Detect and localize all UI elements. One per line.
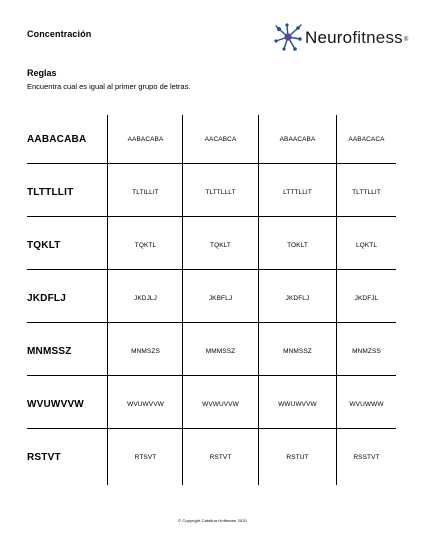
option-cell[interactable]: AABACACA [348,136,385,143]
option-cell[interactable]: ABAACABA [279,136,316,143]
neuron-icon [274,22,302,52]
target-sequence: WVUWVVW [27,399,84,410]
rules-heading: Reglas [27,68,57,78]
option-cell[interactable]: TLTILLIT [132,189,159,196]
option-cell[interactable]: AABACABA [127,136,164,143]
exercise-row [27,327,396,376]
exercise-grid [27,115,396,485]
option-cell[interactable]: LQKTL [355,242,378,249]
option-cell[interactable]: WVUWWW [349,401,384,408]
option-cell[interactable]: RSTVT [209,454,232,461]
option-cell[interactable]: WVUWVVW [127,401,164,408]
logo-text-fitness: fitness [352,27,403,47]
option-cell[interactable]: AACABCA [204,136,237,143]
option-cell[interactable]: MNMSZS [131,348,160,355]
copyright-footer: © Copyright Catalina Hoffmann 2020 [178,518,247,523]
option-cell[interactable]: WWUWVVW [278,401,317,408]
page-title: Concentración [27,29,92,39]
exercise-row [27,433,396,482]
option-cell[interactable]: TQKTL [134,242,157,249]
option-cell[interactable]: RSTUT [286,454,309,461]
option-cell[interactable]: RSSTVT [353,454,380,461]
option-cell[interactable]: MNMZSS [352,348,381,355]
option-cell[interactable]: MMMSSZ [205,348,236,355]
rules-text: Encuentra cual es igual al primer grupo de letras. [27,82,191,91]
exercise-row [27,168,396,217]
option-cell[interactable]: TLTTLLLT [205,189,236,196]
option-cell[interactable]: LTTTLLIT [283,189,312,196]
option-cell[interactable]: JKDFLJ [285,295,310,302]
target-sequence: RSTVT [27,452,61,463]
option-cell[interactable]: MNMSSZ [283,348,312,355]
option-cell[interactable]: WVWUVVW [202,401,239,408]
option-cell[interactable]: JKDJLJ [134,295,157,302]
exercise-row [27,274,396,323]
option-cell[interactable]: RTSVT [134,454,157,461]
registered-mark: ® [403,36,409,43]
option-cell[interactable]: TQKLT [210,242,231,249]
target-sequence: AABACABA [27,134,87,145]
target-sequence: JKDFLJ [27,293,66,304]
option-cell[interactable]: TOKLT [287,242,308,249]
exercise-row [27,115,396,164]
exercise-row [27,221,396,270]
exercise-row [27,380,396,429]
target-sequence: MNMSSZ [27,346,72,357]
logo-text-neuro: Neuro [305,27,353,47]
option-cell[interactable]: TLTTLLIT [352,189,381,196]
option-cell[interactable]: JKDFJL [354,295,379,302]
target-sequence: TQKLT [27,240,61,251]
target-sequence: TLTTLLIT [27,187,74,198]
neurofitness-logo [274,22,408,52]
option-cell[interactable]: JKBFLJ [208,295,233,302]
